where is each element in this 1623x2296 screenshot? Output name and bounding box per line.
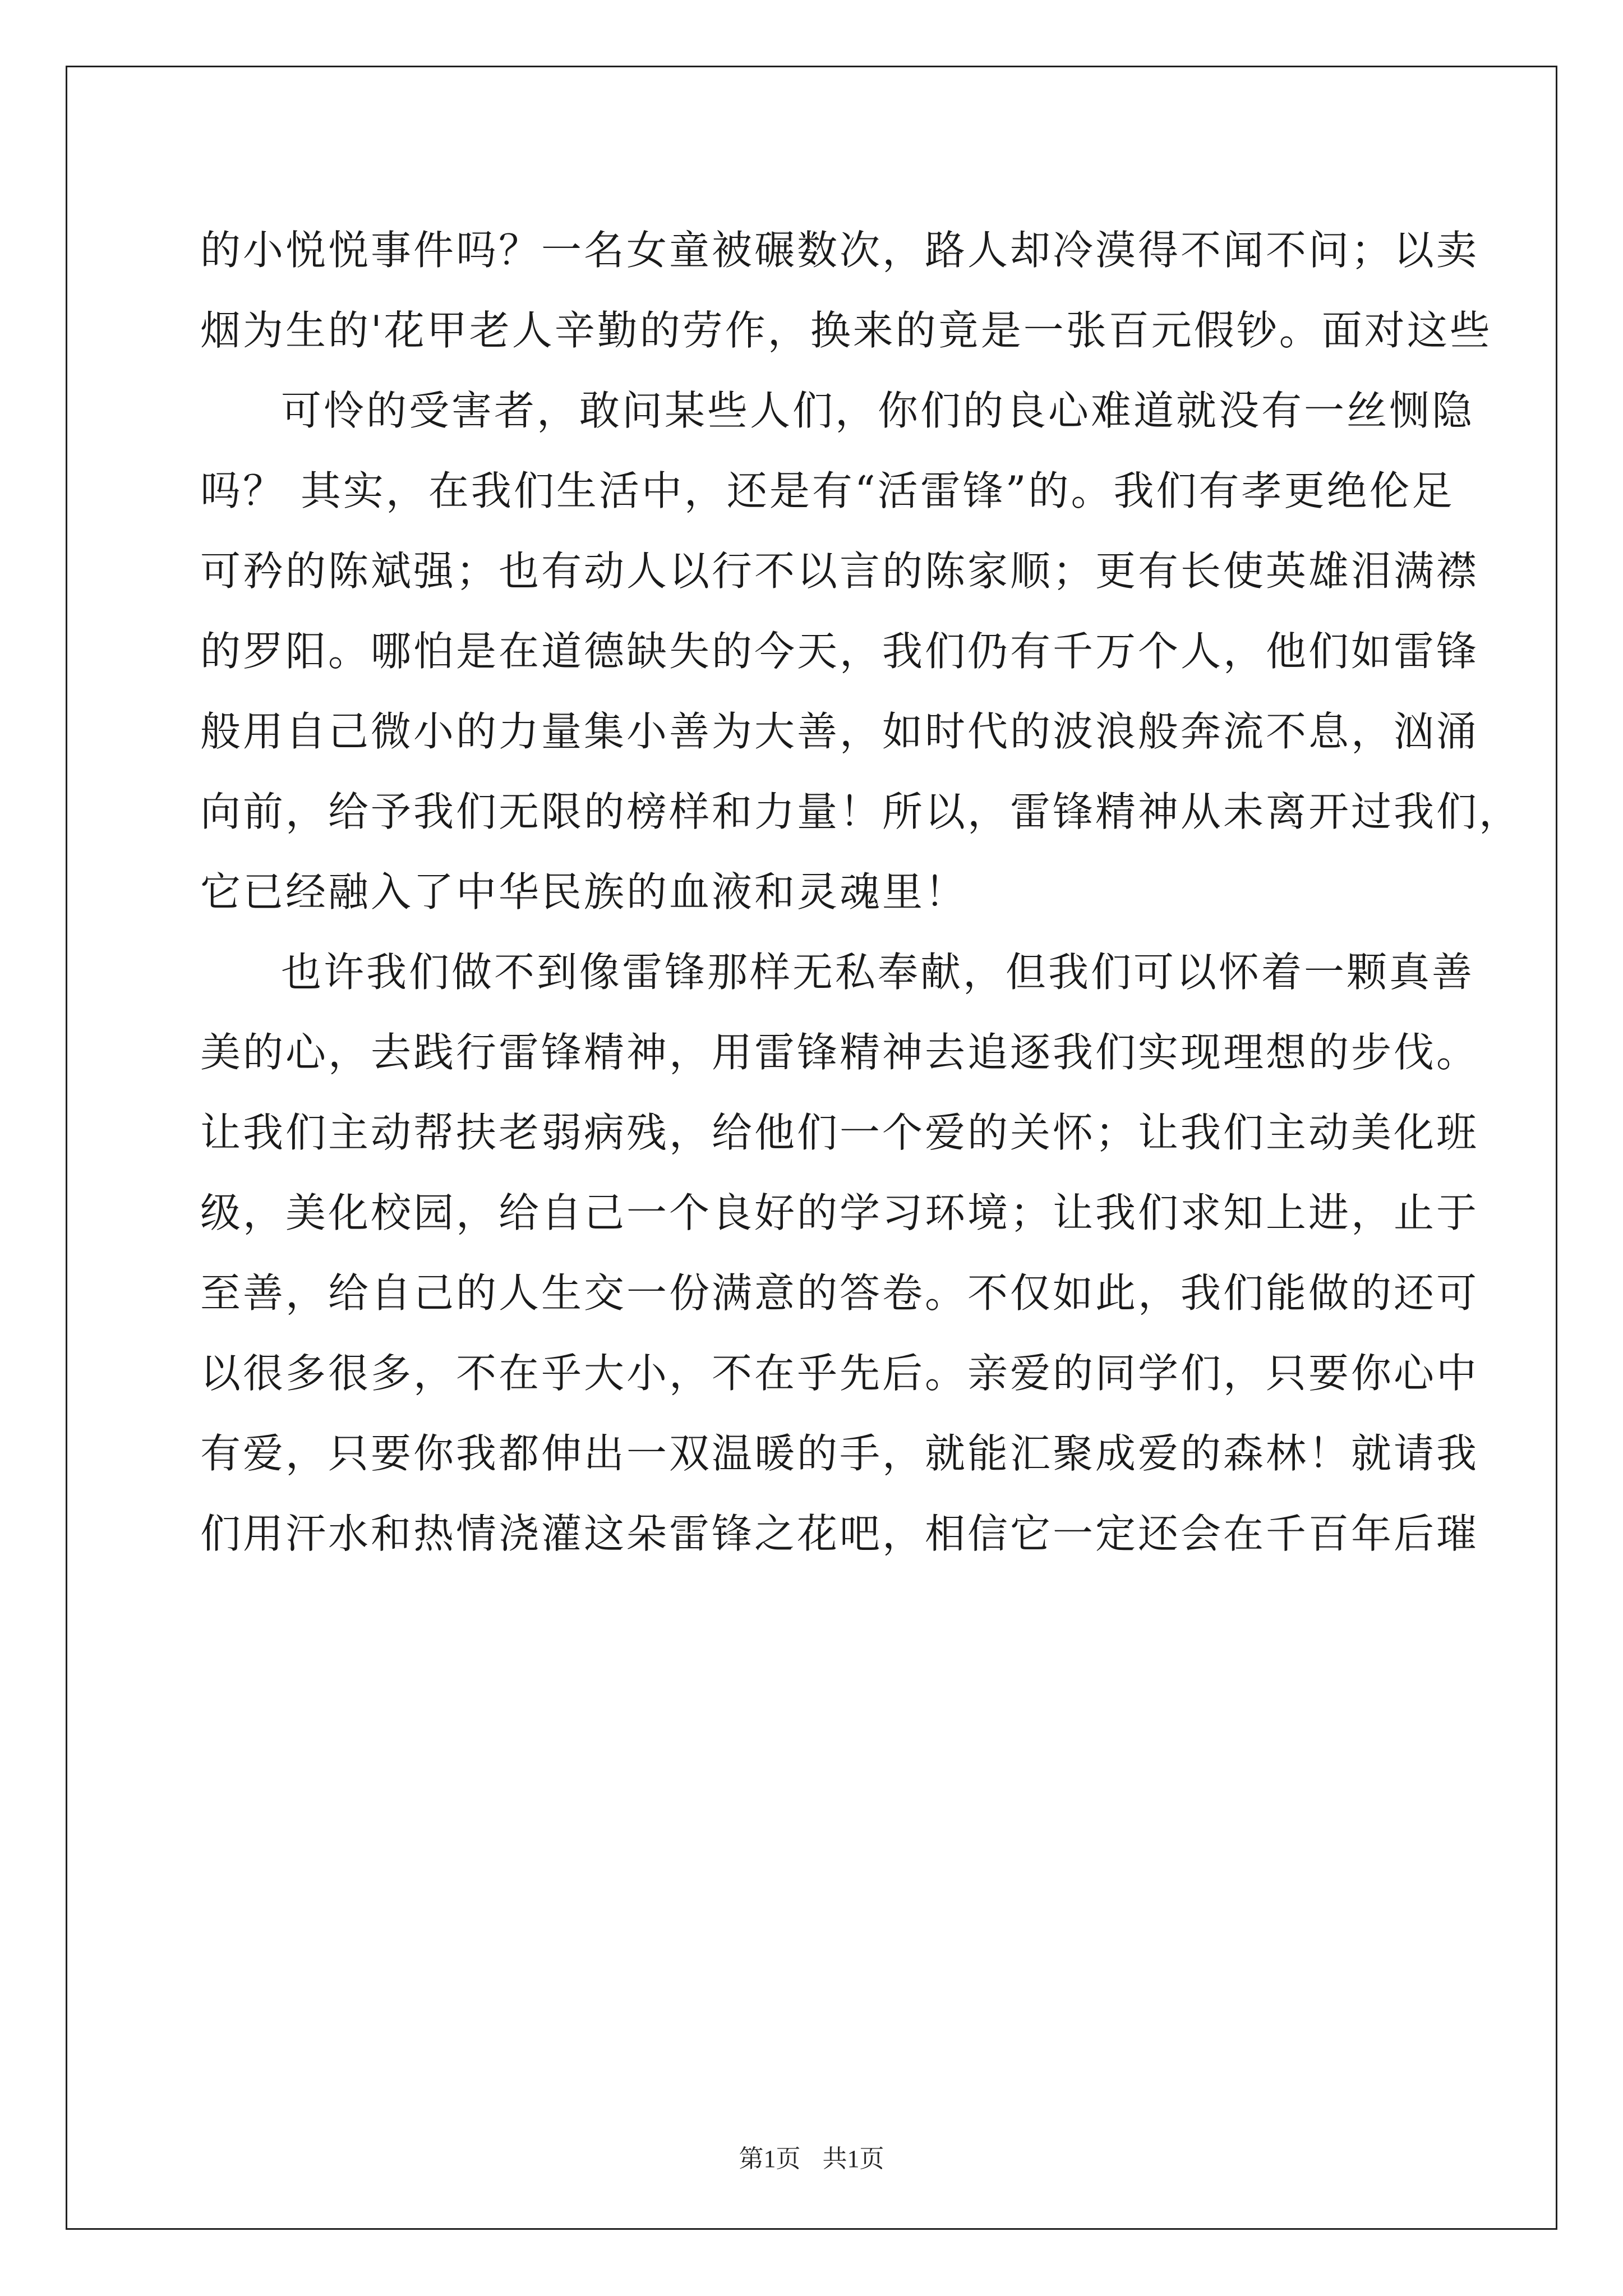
text-line: 们用汗水和热情浇灌这朵雷锋之花吧，相信它一定还会在千百年后璀 [200, 1510, 1479, 1557]
text-line: 让我们主动帮扶老弱病残，给他们一个爱的关怀；让我们主动美化班 [200, 1109, 1479, 1156]
page-number-total: 共1页 [822, 2145, 884, 2173]
text-line: 吗？ 其实，在我们生活中，还是有“活雷锋”的。我们有孝更绝伦足 [200, 467, 1455, 514]
text-line: 它已经融入了中华民族的血液和灵魂里！ [200, 868, 968, 915]
text-line: 美的心，去践行雷锋精神，用雷锋精神去追逐我们实现理想的步伐。 [200, 1029, 1479, 1076]
text-line: 可矜的陈斌强；也有动人以行不以言的陈家顺；更有长使英雄泪满襟 [200, 547, 1479, 595]
text-line: 烟为生的'花甲老人辛勤的劳作，换来的竟是一张百元假钞。面对这些 [200, 307, 1492, 354]
text-line: 至善，给自己的人生交一份满意的答卷。不仅如此，我们能做的还可 [200, 1269, 1479, 1317]
text-line: 级，美化校园，给自己一个良好的学习环境；让我们求知上进，止于 [200, 1189, 1479, 1236]
document-body [200, 210, 1522, 1574]
text-line: 也许我们做不到像雷锋那样无私奉献，但我们可以怀着一颗真善 [281, 949, 1475, 996]
text-line: 的罗阳。哪怕是在道德缺失的今天，我们仍有千万个人，他们如雷锋 [200, 628, 1479, 675]
page-number-current: 第1页 [739, 2145, 801, 2173]
text-line: 的小悦悦事件吗？一名女童被碾数次，路人却冷漠得不闻不问；以卖 [200, 227, 1479, 274]
text-line: 向前，给予我们无限的榜样和力量！所以，雷锋精神从未离开过我们， [200, 788, 1522, 835]
text-line: 可怜的受害者，敢问某些人们，你们的良心难道就没有一丝恻隐 [281, 387, 1475, 434]
text-line: 有爱，只要你我都伸出一双温暖的手，就能汇聚成爱的森林！就请我 [200, 1430, 1479, 1477]
text-line: 般用自己微小的力量集小善为大善，如时代的波浪般奔流不息，汹涌 [200, 708, 1479, 755]
text-line: 以很多很多，不在乎大小，不在乎先后。亲爱的同学们，只要你心中 [200, 1350, 1479, 1397]
page-footer [0, 2138, 1623, 2174]
